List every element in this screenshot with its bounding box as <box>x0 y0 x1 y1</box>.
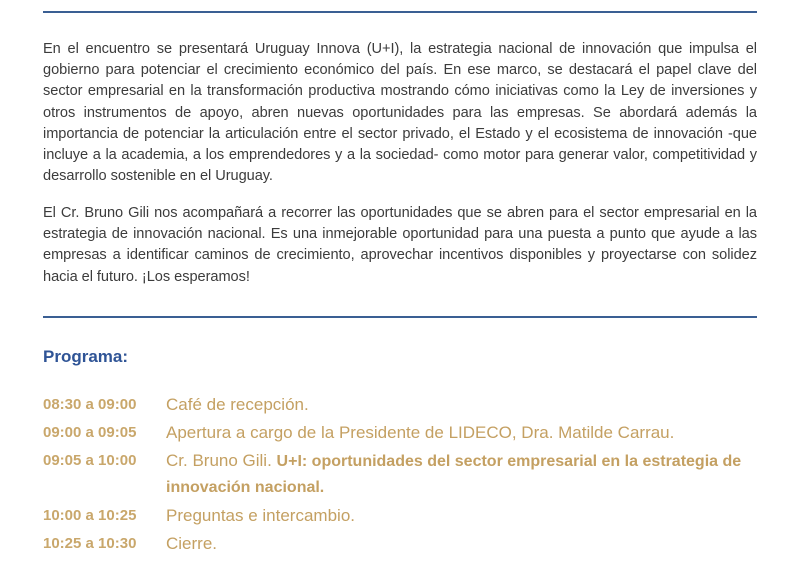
schedule-description <box>166 531 763 556</box>
schedule-item <box>43 448 763 500</box>
schedule-time: 09:00 a 09:05 <box>43 424 137 441</box>
schedule-description <box>166 503 763 528</box>
schedule-text: Café de recepción. <box>166 395 309 414</box>
schedule-description <box>166 448 763 500</box>
schedule-text: Preguntas e intercambio. <box>166 506 355 525</box>
schedule-item <box>43 531 763 556</box>
schedule-time: 09:05 a 10:00 <box>43 452 137 469</box>
schedule-item <box>43 392 763 417</box>
program-schedule <box>43 392 763 559</box>
intro-paragraph-1: En el encuentro se presentará Uruguay Innova (U+I), la estrategia nacional de innovación que impulsa el gobierno para potenciar el crecimiento económico del país. En ese marco, se destacará el papel clave del sector empresarial en la transformación productiva mostrando cómo iniciativas como la Ley de inversiones y otros instrumentos de apoyo, abren nuevas oportunidades para las empresas. Se abordará además la importancia de potenciar la articulación entre el sector privado, el Estado y el ecosistema de innovación -que incluye a la academia, a los emprendedores y a la sociedad- como motor para generar valor, competitividad y desarrollo sostenible en el Uruguay. <box>43 41 757 185</box>
schedule-item <box>43 503 763 528</box>
intro-paragraph-2: El Cr. Bruno Gili nos acompañará a recorrer las oportunidades que se abren para el sector empresarial en la estrategia de innovación nacional. Es una inmejorable oportunidad para una puesta a punto que ayude a las empresas a identificar caminos de crecimiento, aprovechar incentivos disponibles y proyectarse con solidez hacia el futuro. ¡Los esperamos! <box>43 205 757 285</box>
schedule-time: 10:25 a 10:30 <box>43 535 137 552</box>
schedule-time: 10:00 a 10:25 <box>43 507 137 524</box>
schedule-time: 08:30 a 09:00 <box>43 396 137 413</box>
schedule-item <box>43 420 763 445</box>
section-divider <box>43 316 757 318</box>
schedule-text: Cierre. <box>166 534 218 553</box>
schedule-description <box>166 420 763 445</box>
schedule-text: Apertura a cargo de la Presidente de LIDECO, Dra. Matilde Carrau. <box>166 423 675 442</box>
schedule-description <box>166 392 763 417</box>
schedule-talk-title: U+I: oportunidades del sector empresarial en la estrategia de innovación nacional. <box>166 453 742 496</box>
schedule-text: Cr. Bruno Gili. <box>166 451 277 470</box>
top-divider <box>43 11 757 13</box>
program-title: Programa: <box>43 347 129 366</box>
